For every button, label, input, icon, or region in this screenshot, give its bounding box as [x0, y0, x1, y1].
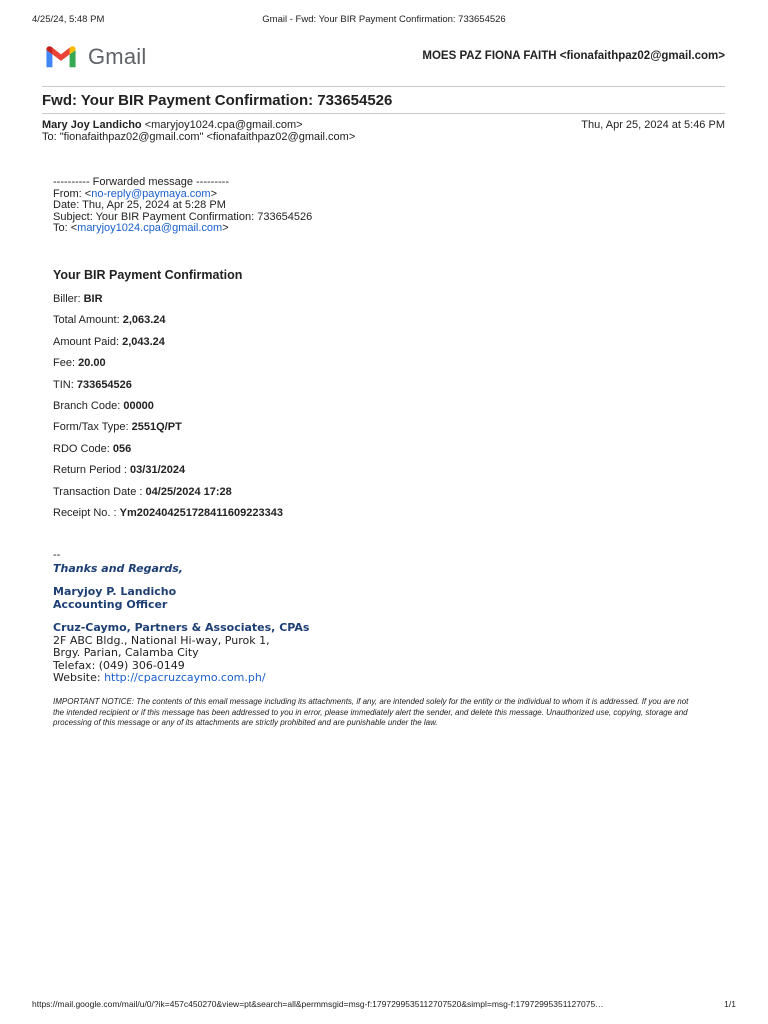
confirmation-field	[53, 292, 283, 313]
signature-name: Maryjoy P. Landicho	[53, 585, 177, 598]
confirmation-field	[53, 335, 283, 356]
field-label: Form/Tax Type:	[53, 421, 132, 434]
gmail-wordmark: Gmail	[88, 44, 147, 69]
field-label: RDO Code:	[53, 442, 113, 455]
signature-separator: --	[53, 549, 61, 561]
sender-email: <maryjoy1024.cpa@gmail.com>	[144, 119, 303, 131]
account-label: MOES PAZ FIONA FAITH <fionafaithpaz02@gmail.com>	[422, 50, 725, 62]
field-value: Ym20240425172841160922334​3	[119, 506, 283, 519]
gmail-logo	[42, 44, 146, 70]
signature-firm: Cruz-Caymo, Partners & Associates, CPAs	[53, 621, 310, 634]
field-value: 2551Q/PT	[131, 421, 182, 434]
field-label: Transaction Date :	[53, 485, 146, 498]
confirmation-field	[53, 506, 283, 527]
confirmation-field	[53, 463, 283, 484]
signature-address-line-1: 2F ABC Bldg., National Hi-way, Purok 1,	[53, 633, 270, 647]
field-value: 056	[112, 442, 132, 455]
field-label: Biller:	[53, 293, 84, 305]
print-timestamp: 4/25/24, 5:48 PM	[32, 14, 105, 25]
signature-closing: Thanks and Regards,	[53, 561, 183, 575]
confirmation-heading: Your BIR Payment Confirmation	[53, 268, 243, 282]
field-value: 2,063.24	[122, 314, 166, 327]
forwarded-from-email-link[interactable]: no-reply@paymaya.com	[91, 187, 211, 200]
field-label: Amount Paid:	[53, 335, 123, 348]
print-url: https://mail.google.com/mail/u/0/?ik=457c450270&view=pt&search=all&permmsgid=msg-f:1797299535112707520&simpl=msg-f:17972995351127075…	[32, 999, 604, 1009]
confirmation-field	[53, 399, 283, 420]
confirmation-field	[53, 378, 283, 399]
forwarded-separator: ---------- Forwarded message ---------	[53, 176, 229, 188]
confirmation-field	[53, 356, 283, 377]
field-label: Branch Code:	[53, 399, 124, 412]
forwarded-from: From: <no-reply@paymaya.com>	[53, 187, 218, 200]
field-value: 2,043.24	[122, 335, 165, 348]
website-link[interactable]: http://cpacruzcaymo.com.ph/	[104, 671, 266, 684]
page-number: 1/1	[724, 999, 736, 1009]
print-page-title: Gmail - Fwd: Your BIR Payment Confirmation: 733654526	[262, 14, 506, 25]
email-date: Thu, Apr 25, 2024 at 5:46 PM	[581, 119, 725, 131]
print-header	[0, 14, 768, 28]
field-value: BIR	[83, 293, 103, 305]
sender-name: Mary Joy Landicho	[42, 119, 142, 131]
email-signature	[53, 549, 309, 685]
confirmation-fields	[53, 292, 283, 527]
field-label: Total Amount:	[53, 314, 123, 327]
forwarded-to: To: <maryjoy1024.cpa@gmail.com>	[53, 222, 229, 234]
divider	[42, 86, 725, 87]
field-value: 04/25/2024 17:28	[145, 485, 232, 498]
gmail-logo-icon	[42, 45, 80, 69]
field-value: 00000	[123, 399, 154, 412]
forwarded-subject: Subject: Your BIR Payment Confirmation: 733654526	[53, 210, 313, 223]
legal-notice: IMPORTANT NOTICE: The contents of this email message including its attachments, if any, are intended solely for the entity or the individual to whom it is addressed. If you are not the intended recipient or if this message has been addressed to you in error, please immediately alert the sender, and delete this message. Unauthorized use, copying, storage and processing of this message or any of its attachments are strictly prohibited and are punishable under the law.	[53, 697, 689, 728]
confirmation-field	[53, 485, 283, 506]
field-value: 733654526	[76, 378, 132, 391]
signature-address-line-2: Brgy. Parian, Calamba City	[53, 646, 199, 659]
confirmation-field	[53, 442, 283, 463]
sender	[42, 119, 303, 131]
field-label: Fee:	[53, 357, 79, 370]
field-value: 20.00	[78, 357, 106, 370]
field-label: Receipt No. :	[53, 506, 120, 519]
forwarded-header	[53, 177, 312, 235]
field-label: Return Period :	[53, 464, 131, 477]
payment-confirmation	[53, 268, 283, 527]
divider	[42, 113, 725, 114]
confirmation-field	[53, 313, 283, 334]
email-recipient: To: "fionafaithpaz02@gmail.com" <fionafaithpaz02@gmail.com>	[42, 131, 356, 143]
email-subject: Fwd: Your BIR Payment Confirmation: 733654526	[42, 92, 393, 109]
signature-website: Website: http://cpacruzcaymo.com.ph/	[53, 671, 266, 684]
signature-role: Accounting Officer	[53, 597, 168, 611]
forwarded-to-email-link[interactable]: maryjoy1024.cpa@gmail.com	[77, 222, 223, 234]
field-label: TIN:	[53, 378, 77, 391]
signature-telefax: Telefax: (049) 306-0149	[53, 658, 185, 672]
confirmation-field	[53, 420, 283, 441]
field-value: 03/31/2024	[130, 464, 186, 477]
forwarded-date: Date: Thu, Apr 25, 2024 at 5:28 PM	[53, 199, 226, 211]
